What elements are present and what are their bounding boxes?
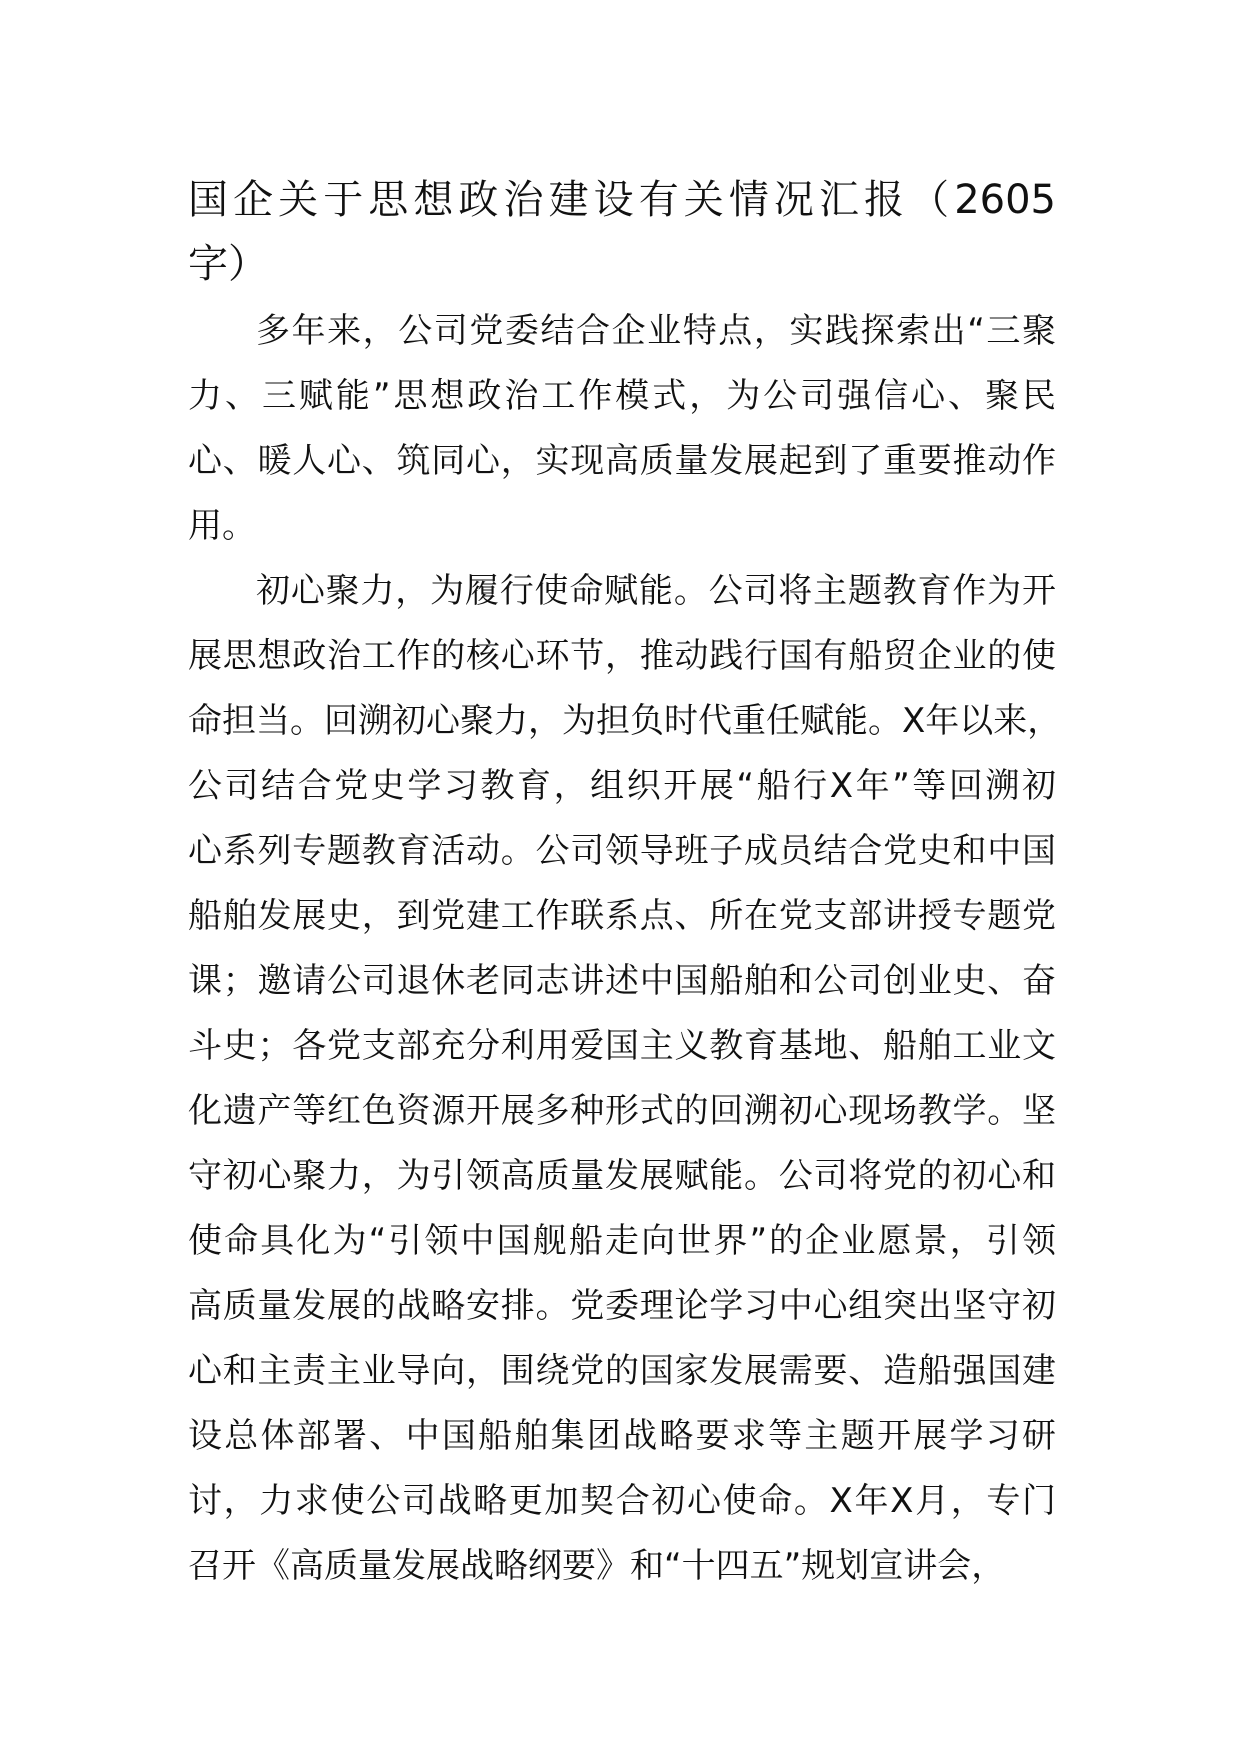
- document-title: [188, 168, 1056, 296]
- paragraph: [188, 299, 1056, 559]
- paragraph-line: 心、暖人心、筑同心，实现高质量发展起到了重要推动作: [188, 441, 1056, 481]
- paragraph-line: 展思想政治工作的核心环节，推动践行国有船贸企业的使: [188, 636, 1056, 676]
- paragraph-line: 力、三赋能”思想政治工作模式，为公司强信心、聚民: [188, 376, 1056, 416]
- paragraph: [188, 559, 1062, 1599]
- paragraph-line: 讨，力求使公司战略更加契合初心使命。X年X月，专门: [188, 1481, 1056, 1521]
- document-body: [188, 299, 1062, 1599]
- paragraph-line: 用。: [188, 506, 256, 546]
- paragraph-line: 课；邀请公司退休老同志讲述中国船舶和公司创业史、奋: [188, 961, 1056, 1001]
- paragraph-line: 使命具化为“引领中国舰船走向世界”的企业愿景，引领: [188, 1221, 1056, 1261]
- document-page: [188, 168, 1062, 1599]
- paragraph-line: 高质量发展的战略安排。党委理论学习中心组突出坚守初: [188, 1286, 1056, 1326]
- paragraph-line: 守初心聚力，为引领高质量发展赋能。公司将党的初心和: [188, 1156, 1056, 1196]
- paragraph-line: 召开《高质量发展战略纲要》和“十四五”规划宣讲会，: [188, 1546, 1006, 1586]
- paragraph-line: 多年来，公司党委结合企业特点，实践探索出“三聚: [256, 311, 1056, 351]
- paragraph-line: 斗史；各党支部充分利用爱国主义教育基地、船舶工业文: [188, 1026, 1056, 1066]
- paragraph-line: 船舶发展史，到党建工作联系点、所在党支部讲授专题党: [188, 896, 1056, 936]
- paragraph-line: 设总体部署、中国船舶集团战略要求等主题开展学习研: [188, 1416, 1056, 1456]
- paragraph-line: 初心聚力，为履行使命赋能。公司将主题教育作为开: [256, 571, 1056, 611]
- paragraph-line: 化遗产等红色资源开展多种形式的回溯初心现场教学。坚: [188, 1091, 1056, 1131]
- paragraph-line: 公司结合党史学习教育，组织开展“船行X年”等回溯初: [188, 766, 1056, 806]
- paragraph-line: 心系列专题教育活动。公司领导班子成员结合党史和中国: [188, 831, 1056, 871]
- paragraph-line: 心和主责主业导向，围绕党的国家发展需要、造船强国建: [188, 1351, 1056, 1391]
- title-line: 国企关于思想政治建设有关情况汇报（2605: [188, 177, 1056, 223]
- paragraph-line: 命担当。回溯初心聚力，为担负时代重任赋能。X年以来，: [188, 701, 1062, 741]
- title-line: 字）: [188, 241, 268, 287]
